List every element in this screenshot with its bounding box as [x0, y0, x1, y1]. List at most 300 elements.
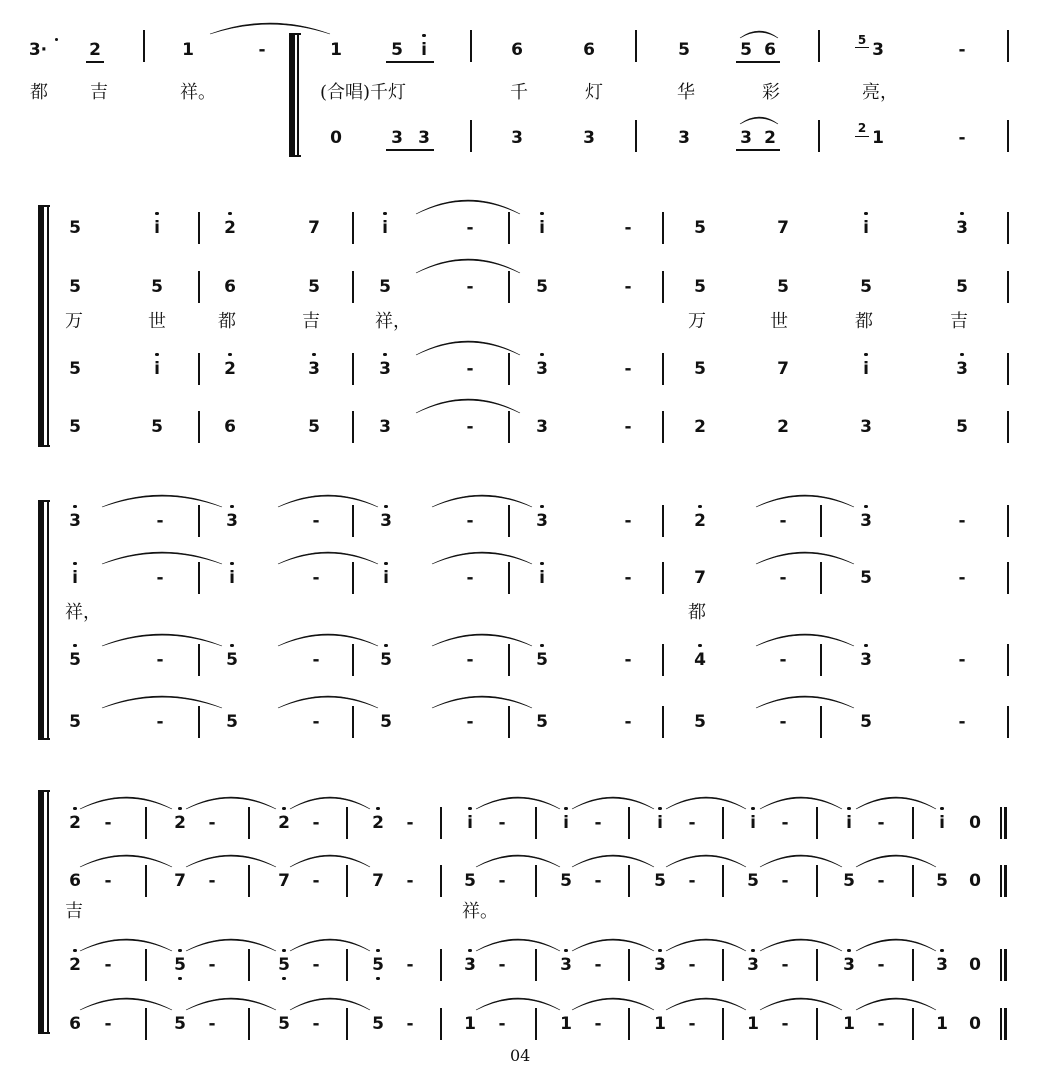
dash: - [624, 359, 632, 379]
barline [722, 865, 724, 897]
dash: - [466, 218, 474, 238]
lyric: 世 [770, 311, 788, 332]
note: 2 [694, 511, 706, 531]
note: 5 [391, 40, 403, 60]
barline [912, 807, 914, 839]
note: 5 [372, 1014, 384, 1034]
note: 5 [843, 871, 855, 891]
barline [1007, 411, 1009, 443]
underline-beam [386, 149, 434, 151]
note: 3 [740, 128, 752, 148]
bracket-top [289, 33, 301, 35]
note: 5 [174, 955, 186, 975]
final-barline [1004, 865, 1007, 897]
tie-s3-0-1 [278, 495, 378, 507]
barline [346, 807, 348, 839]
dash: - [877, 871, 885, 891]
note: 3 [379, 417, 391, 437]
barline [440, 807, 442, 839]
note: 1 [872, 128, 884, 148]
barline [248, 1008, 250, 1040]
barline [662, 353, 664, 385]
barline [198, 505, 200, 537]
barline [662, 706, 664, 738]
note: 2 [69, 813, 81, 833]
lyric: 吉 [302, 311, 320, 332]
note: 5 [860, 568, 872, 588]
note: 5 [860, 277, 872, 297]
barline [352, 411, 354, 443]
note: 5 [151, 417, 163, 437]
note: 5 [69, 650, 81, 670]
note: 3 [226, 511, 238, 531]
note: 2 [224, 218, 236, 238]
note: 2 [694, 417, 706, 437]
tie-s4-1-0 [80, 855, 172, 867]
note: 1 [843, 1014, 855, 1034]
note: 3 [69, 511, 81, 531]
note: i [383, 568, 389, 588]
note: 5 [278, 1014, 290, 1034]
dash: - [779, 650, 787, 670]
dash: - [156, 511, 164, 531]
note: 5 [936, 871, 948, 891]
lyric: 千 [510, 82, 528, 103]
tie-s3-3-2 [432, 696, 532, 708]
note: i [750, 813, 756, 833]
note: 5 [536, 650, 548, 670]
note: 7 [777, 359, 789, 379]
note: 5 [69, 417, 81, 437]
note: i [154, 218, 160, 238]
note: 7 [694, 568, 706, 588]
lyric: 都 [30, 82, 48, 103]
barline [143, 30, 145, 62]
barline [470, 120, 472, 152]
barline [535, 865, 537, 897]
dash: - [958, 40, 966, 60]
note: i [539, 568, 545, 588]
note: 5 [694, 712, 706, 732]
note: 2 [224, 359, 236, 379]
grace-note: 2 [857, 121, 867, 135]
dash: - [781, 955, 789, 975]
dash: - [624, 417, 632, 437]
note: 6 [224, 417, 236, 437]
note: 5 [69, 359, 81, 379]
lyric: 万 [65, 311, 83, 332]
note: 5 [69, 277, 81, 297]
tie-s3-0-0 [102, 495, 222, 507]
barline [47, 205, 49, 447]
note: 5 [536, 277, 548, 297]
note: i [939, 813, 945, 833]
note: 5 [654, 871, 666, 891]
barline [722, 1008, 724, 1040]
barline [198, 353, 200, 385]
barline [1007, 30, 1009, 62]
note: 3 [860, 650, 872, 670]
dash: - [877, 1014, 885, 1034]
barline [816, 949, 818, 981]
tie-s4-1-3 [476, 855, 560, 867]
note: 5 [151, 277, 163, 297]
note: 3 [308, 359, 320, 379]
tie-s3-2-3 [756, 634, 854, 646]
barline [1000, 865, 1002, 897]
barline [440, 1008, 442, 1040]
note: 7 [777, 218, 789, 238]
barline [820, 505, 822, 537]
note: 0 [330, 128, 342, 148]
dash: - [406, 813, 414, 833]
note: 3 [560, 955, 572, 975]
tie-s4-0-1 [186, 797, 276, 809]
barline [722, 807, 724, 839]
dash: - [104, 813, 112, 833]
tie-6 [416, 341, 520, 355]
barline [818, 30, 820, 62]
grace-beam [855, 136, 869, 137]
tie-1 [210, 23, 330, 34]
note: 5 [694, 277, 706, 297]
note: 5 [678, 40, 690, 60]
note: i [863, 359, 869, 379]
dash: - [498, 871, 506, 891]
note: 2 [372, 813, 384, 833]
grace-beam [855, 47, 869, 48]
dash: - [781, 813, 789, 833]
tie-s4-0-2 [290, 797, 370, 809]
note: 1 [560, 1014, 572, 1034]
note: 5 [308, 417, 320, 437]
barline [248, 807, 250, 839]
dash: - [498, 813, 506, 833]
dash: - [688, 871, 696, 891]
final-barline [1004, 949, 1007, 981]
tie-4 [416, 200, 520, 214]
note: 5 [380, 650, 392, 670]
note: 3 [956, 359, 968, 379]
dash: - [406, 955, 414, 975]
dash: - [958, 650, 966, 670]
dash: - [594, 1014, 602, 1034]
note: 2 [174, 813, 186, 833]
dash: - [406, 871, 414, 891]
dash: - [624, 511, 632, 531]
barline [352, 562, 354, 594]
lyric: 灯 [585, 82, 603, 103]
note: 5 [308, 277, 320, 297]
barline [198, 411, 200, 443]
tie-s4-1-2 [290, 855, 370, 867]
barline [352, 271, 354, 303]
note: i [467, 813, 473, 833]
note: 1 [464, 1014, 476, 1034]
dash: - [466, 511, 474, 531]
note: 3 [391, 128, 403, 148]
dash: - [594, 813, 602, 833]
dash: - [624, 568, 632, 588]
dash: - [466, 359, 474, 379]
note: i [657, 813, 663, 833]
barline [440, 949, 442, 981]
lyric: (合唱)千灯 [320, 82, 407, 103]
tie-s3-2-2 [432, 634, 532, 646]
barline [248, 865, 250, 897]
barline [47, 500, 49, 740]
note: 2 [278, 813, 290, 833]
dash: - [312, 813, 320, 833]
dash: - [466, 277, 474, 297]
barline [440, 865, 442, 897]
note: 6 [69, 1014, 81, 1034]
note: 5 [536, 712, 548, 732]
note: 0 [969, 1014, 981, 1034]
dash: - [466, 650, 474, 670]
final-barline [1004, 807, 1007, 839]
barline [508, 212, 510, 244]
tie-s4-4-0 [80, 998, 172, 1010]
barline [508, 411, 510, 443]
tie-s3-3-1 [278, 696, 378, 708]
tie-s4-0-5 [666, 797, 746, 809]
tie-s4-1-7 [856, 855, 936, 867]
dash: - [877, 955, 885, 975]
note: 7 [278, 871, 290, 891]
barline [1007, 505, 1009, 537]
tie-s4-0-3 [476, 797, 560, 809]
note: i [421, 40, 427, 60]
barline [198, 644, 200, 676]
barline [198, 706, 200, 738]
note: 5 [956, 417, 968, 437]
barline [820, 644, 822, 676]
note: 3 [747, 955, 759, 975]
tie-s4-0-0 [80, 797, 172, 809]
dash: - [779, 712, 787, 732]
note: 5 [860, 712, 872, 732]
barline [662, 644, 664, 676]
lyric: 吉 [90, 82, 108, 103]
dash: - [312, 1014, 320, 1034]
tie-s4-1-6 [760, 855, 842, 867]
lyric: 华 [677, 82, 695, 103]
barline [816, 865, 818, 897]
dash: - [781, 1014, 789, 1034]
dash: - [104, 955, 112, 975]
note: 5 [174, 1014, 186, 1034]
dash: - [104, 871, 112, 891]
note: 5 [380, 712, 392, 732]
dash: - [466, 417, 474, 437]
barline [1000, 1008, 1002, 1040]
note: 2 [69, 955, 81, 975]
underline-beam [736, 149, 780, 151]
note: 1 [330, 40, 342, 60]
note: 5 [69, 218, 81, 238]
tie-s4-3-1 [186, 939, 276, 951]
lyric: 都 [688, 602, 706, 623]
barline [508, 706, 510, 738]
note: 1 [654, 1014, 666, 1034]
barline [912, 865, 914, 897]
note: 5 [747, 871, 759, 891]
note: 6 [511, 40, 523, 60]
tie-s3-2-1 [278, 634, 378, 646]
note: 5 [694, 218, 706, 238]
barline [198, 212, 200, 244]
barline [628, 949, 630, 981]
note: 3 [860, 417, 872, 437]
note: 0 [969, 955, 981, 975]
note: i [382, 218, 388, 238]
barline [535, 1008, 537, 1040]
note: 2 [777, 417, 789, 437]
note: i [72, 568, 78, 588]
tie-s4-0-6 [760, 797, 842, 809]
barline [346, 865, 348, 897]
note: 0 [969, 871, 981, 891]
barline [198, 562, 200, 594]
note: 3 [843, 955, 855, 975]
dash: - [156, 568, 164, 588]
barline [628, 1008, 630, 1040]
barline [346, 1008, 348, 1040]
tie-s3-1-3 [756, 552, 854, 564]
note: 7 [308, 218, 320, 238]
note: 6 [583, 40, 595, 60]
tie-s4-4-2 [290, 998, 370, 1010]
tie-s4-4-7 [856, 998, 936, 1010]
note: 6 [224, 277, 236, 297]
lyric: 都 [855, 311, 873, 332]
barline [1007, 271, 1009, 303]
barline [352, 644, 354, 676]
barline [722, 949, 724, 981]
tie-s4-4-5 [666, 998, 746, 1010]
final-barline [1004, 1008, 1007, 1040]
system-thick-bar [38, 790, 44, 1034]
note: 1 [936, 1014, 948, 1034]
barline [508, 271, 510, 303]
note: 3 [678, 128, 690, 148]
tie-s3-3-0 [102, 696, 222, 708]
barline [628, 865, 630, 897]
dash: - [877, 813, 885, 833]
system-thick-bar [38, 205, 44, 447]
dash: - [312, 871, 320, 891]
dash: - [208, 813, 216, 833]
barline [346, 949, 348, 981]
note: i [863, 218, 869, 238]
tie-s4-0-7 [856, 797, 936, 809]
note: 3 [872, 40, 884, 60]
note: 5 [372, 955, 384, 975]
barline [508, 644, 510, 676]
barline [297, 33, 299, 157]
note: 3 [380, 511, 392, 531]
note: 7 [372, 871, 384, 891]
tie-5 [416, 259, 520, 273]
barline [816, 807, 818, 839]
lyric: 彩 [762, 82, 780, 103]
tie-s3-1-1 [278, 552, 378, 564]
dash: - [498, 1014, 506, 1034]
tie-3 [740, 117, 778, 124]
underline-beam [386, 61, 434, 63]
barline [1007, 353, 1009, 385]
note: 3 [583, 128, 595, 148]
lyric: 祥， [375, 311, 411, 332]
barline [198, 271, 200, 303]
barline [1007, 120, 1009, 152]
barline [145, 949, 147, 981]
dash: - [779, 511, 787, 531]
barline [352, 505, 354, 537]
note: 3 [860, 511, 872, 531]
barline [628, 807, 630, 839]
dash: - [624, 650, 632, 670]
barline [912, 949, 914, 981]
tie-s3-1-2 [432, 552, 532, 564]
note: 5 [278, 955, 290, 975]
note: 5 [560, 871, 572, 891]
note: 5 [226, 712, 238, 732]
barline [820, 706, 822, 738]
note: 1 [182, 40, 194, 60]
underline-beam [736, 61, 780, 63]
barline [635, 120, 637, 152]
dash: - [688, 955, 696, 975]
note: 5 [226, 650, 238, 670]
barline [1007, 706, 1009, 738]
dash: - [958, 712, 966, 732]
dash: - [688, 813, 696, 833]
note: 1 [747, 1014, 759, 1034]
barline [352, 353, 354, 385]
barline [1007, 562, 1009, 594]
barline [820, 562, 822, 594]
dash: - [781, 871, 789, 891]
note: 3 [511, 128, 523, 148]
lyric: 祥， [65, 602, 101, 623]
note: 3 [379, 359, 391, 379]
dash: - [624, 218, 632, 238]
underline-beam [86, 61, 104, 63]
barline [535, 807, 537, 839]
lyric: 吉 [65, 901, 83, 922]
dash: - [312, 712, 320, 732]
barline [47, 790, 49, 1034]
dash: - [312, 511, 320, 531]
barline [508, 562, 510, 594]
dash: - [312, 650, 320, 670]
tie-s4-0-4 [572, 797, 654, 809]
lyric: 万 [688, 311, 706, 332]
note: 3 [418, 128, 430, 148]
note: 6 [764, 40, 776, 60]
lyric: 吉 [950, 311, 968, 332]
note: 5 [740, 40, 752, 60]
barline [352, 706, 354, 738]
barline [1007, 212, 1009, 244]
dash: - [594, 871, 602, 891]
barline [248, 949, 250, 981]
note: i [539, 218, 545, 238]
barline [145, 865, 147, 897]
note: 5 [379, 277, 391, 297]
